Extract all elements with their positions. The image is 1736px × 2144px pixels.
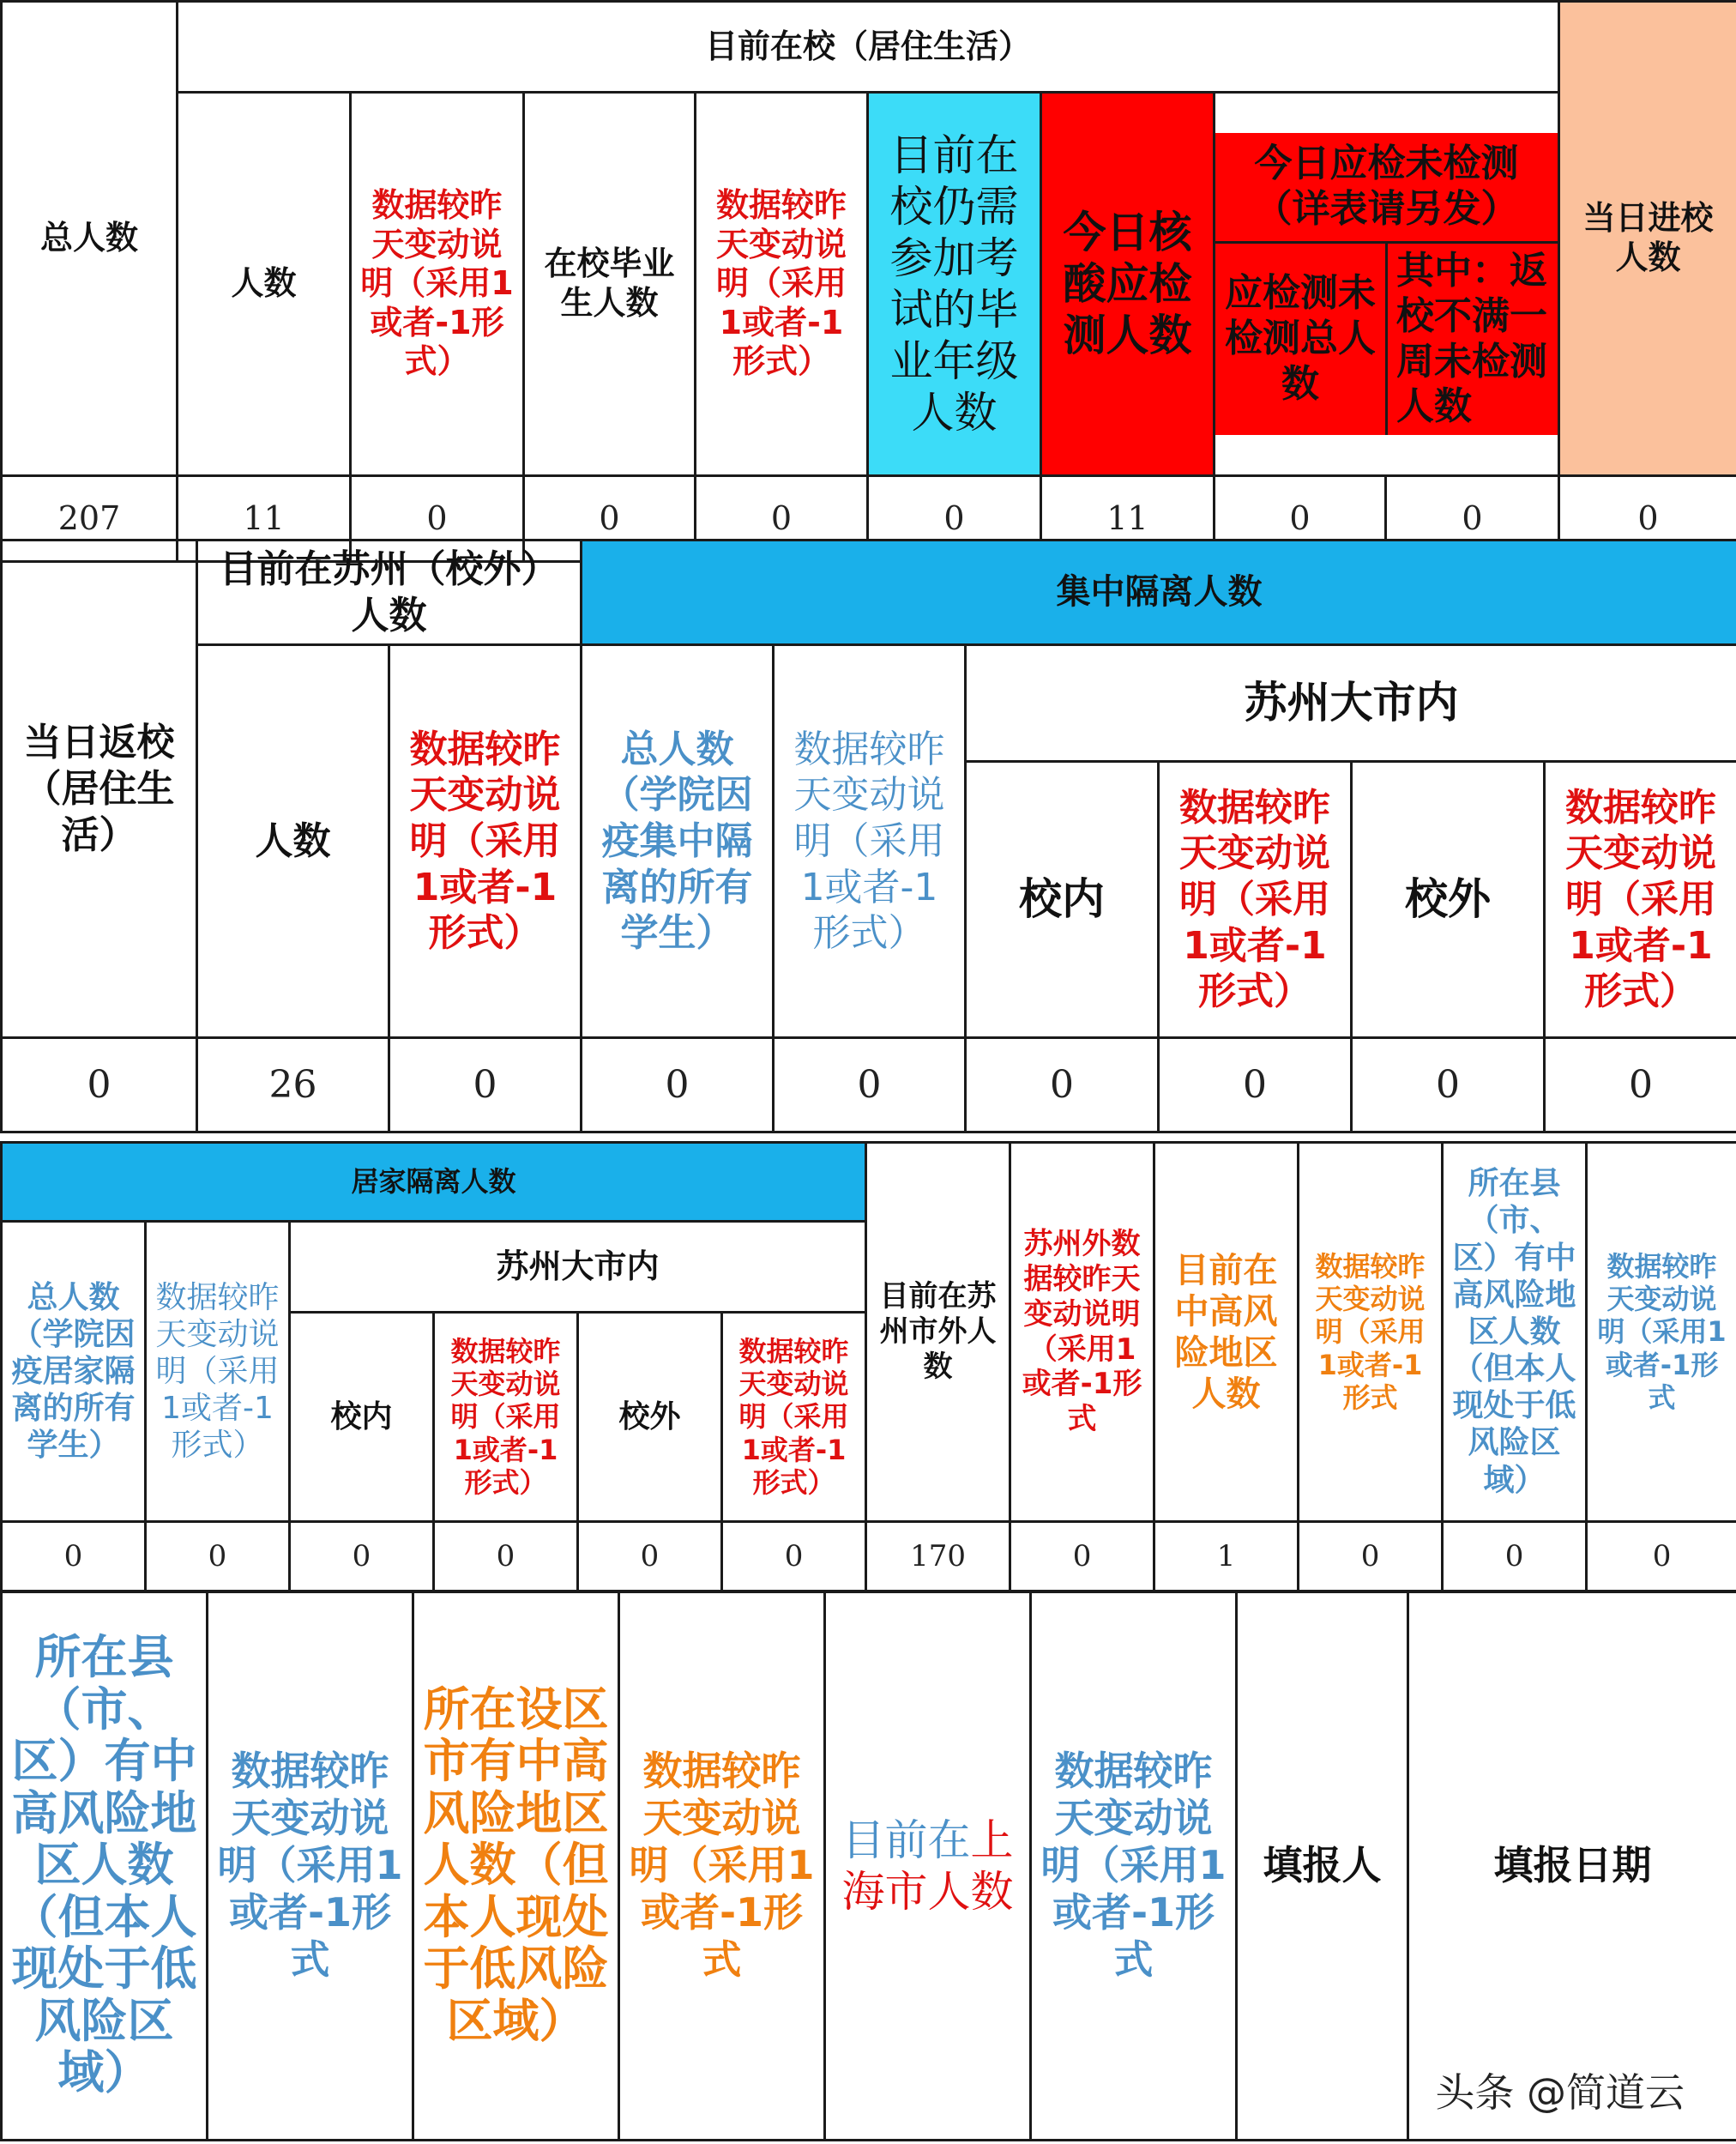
header-change-2: 数据较昨天变动说明（采用1或者-1形式） (696, 93, 868, 476)
header-outside-suzhou: 目前在苏州市外人数 (866, 1143, 1010, 1522)
header-out: 校外 (578, 1313, 722, 1522)
header-q-change: 数据较昨天变动说明（采用1或者-1形式） (774, 645, 966, 1038)
header-people: 人数 (178, 93, 351, 476)
header-total: 总人数 (2, 2, 178, 476)
cell-suzhou-people: 26 (197, 1038, 389, 1132)
header-home-quarantine: 居家隔离人数 (2, 1143, 866, 1222)
watermark: 头条 @简道云 (1435, 2069, 1685, 2116)
header-out-change: 数据较昨天变动说明（采用1或者-1形式） (1545, 762, 1736, 1038)
cell-out: 0 (578, 1522, 722, 1592)
header-out: 校外 (1352, 762, 1545, 1038)
header-county-change: 数据较昨天变动说明（采用1或者-1形式 (1587, 1143, 1736, 1522)
header-h-total: 总人数（学院因疫居家隔离的所有学生） (2, 1222, 146, 1522)
header-county-change: 数据较昨天变动说明（采用1或者-1形式 (208, 1591, 413, 2141)
cell-people: 11 (178, 475, 351, 561)
header-risk-change: 数据较昨天变动说明（采用1或者-1形式 (1299, 1143, 1443, 1522)
header-h-change: 数据较昨天变动说明（采用1或者-1形式） (146, 1222, 290, 1522)
header-untested-group (1215, 93, 1559, 476)
shanghai-prefix: 目前在 (841, 1815, 971, 1865)
header-returned: 当日返校（居住生活） (2, 541, 197, 1038)
cell-returned: 0 (2, 1038, 197, 1132)
cell-graduates: 0 (524, 475, 696, 561)
header-city: 苏州大市内 (290, 1222, 866, 1313)
cell-change-2: 0 (696, 475, 868, 561)
cell-h-total: 0 (2, 1522, 146, 1592)
cell-risk-change: 0 (1299, 1522, 1443, 1592)
header-central-quarantine: 集中隔离人数 (582, 541, 1736, 645)
header-change-1: 数据较昨天变动说明（采用1或者-1形式） (351, 93, 524, 476)
header-in: 校内 (966, 762, 1159, 1038)
header-suzhou-change: 数据较昨天变动说明（采用1或者-1形式） (389, 645, 582, 1038)
header-untested: 今日应检未检测（详表请另发） (1215, 133, 1558, 243)
cell-q-total: 0 (582, 1038, 774, 1132)
cell-in: 0 (290, 1522, 434, 1592)
cell-untested-return: 0 (1386, 475, 1559, 561)
table-risk-areas (0, 1590, 1736, 2141)
header-suzhou: 目前在苏州（校外）人数 (197, 541, 582, 645)
header-untested-return: 其中：返校不满一周未检测人数 (1396, 249, 1547, 429)
header-entered: 当日进校人数 (1559, 2, 1736, 476)
header-out-change: 数据较昨天变动说明（采用1或者-1形式） (722, 1313, 866, 1522)
header-untested-total: 应检测未检测总人数 (1215, 243, 1387, 436)
cell-q-change: 0 (774, 1038, 966, 1132)
cell-county: 0 (1443, 1522, 1587, 1592)
header-city-change: 数据较昨天变动说明（采用1或者-1形式 (619, 1591, 825, 2141)
cell-risk: 1 (1154, 1522, 1299, 1592)
cell-h-change: 0 (146, 1522, 290, 1592)
header-shanghai (825, 1591, 1031, 2141)
header-in-change: 数据较昨天变动说明（采用1或者-1形式） (1159, 762, 1352, 1038)
header-graduates: 在校毕业生人数 (524, 93, 696, 476)
header-shanghai-change: 数据较昨天变动说明（采用1或者-1形式 (1031, 1591, 1237, 2141)
header-outside-change: 苏州外数据较昨天变动说明（采用1或者-1形式 (1010, 1143, 1154, 1522)
cell-out: 0 (1352, 1038, 1545, 1132)
header-reporter: 填报人 (1237, 1591, 1408, 2141)
cell-nat: 11 (1041, 475, 1215, 561)
cell-in-change: 0 (434, 1522, 578, 1592)
cell-out-change: 0 (722, 1522, 866, 1592)
header-q-total: 总人数（学院因疫集中隔离的所有学生） (582, 645, 774, 1038)
cell-outside-change: 0 (1010, 1522, 1154, 1592)
shanghai-city: 上 (970, 1815, 1014, 1865)
header-risk: 目前在中高风险地区人数 (1154, 1143, 1299, 1522)
shanghai-suffix: 海市人数 (841, 1866, 1014, 1917)
table-on-campus (0, 0, 1736, 563)
header-suzhou-people: 人数 (197, 645, 389, 1038)
cell-county-change: 0 (1587, 1522, 1736, 1592)
header-county: 所在县（市、区）有中高风险地区人数（但本人现处于低风险区域） (2, 1591, 208, 2141)
cell-change-1: 0 (351, 475, 524, 561)
header-exam-students: 目前在校仍需参加考试的毕业年级人数 (868, 93, 1041, 476)
header-nat-required: 今日核酸应检测人数 (1041, 93, 1215, 476)
header-on-campus: 目前在校（居住生活） (178, 2, 1559, 93)
cell-untested-total: 0 (1215, 475, 1386, 561)
header-city: 苏州大市内 (966, 645, 1736, 762)
cell-outside-suzhou: 170 (866, 1522, 1010, 1592)
header-date: 填报日期 (1408, 1591, 1736, 2141)
cell-in: 0 (966, 1038, 1159, 1132)
header-in: 校内 (290, 1313, 434, 1522)
header-city-risk: 所在设区市有中高风险地区人数（但本人现处于低风险区域） (413, 1591, 619, 2141)
cell-entered: 0 (1559, 475, 1736, 561)
header-in-change: 数据较昨天变动说明（采用1或者-1形式） (434, 1313, 578, 1522)
table-suzhou-quarantine (0, 539, 1736, 1133)
table-home-quarantine (0, 1141, 1736, 1593)
cell-suzhou-change: 0 (389, 1038, 582, 1132)
header-county: 所在县（市、区）有中高风险地区人数（但本人现处于低风险区域） (1443, 1143, 1587, 1522)
cell-exam: 0 (868, 475, 1041, 561)
cell-out-change: 0 (1545, 1038, 1736, 1132)
cell-total: 207 (2, 475, 178, 561)
cell-in-change: 0 (1159, 1038, 1352, 1132)
